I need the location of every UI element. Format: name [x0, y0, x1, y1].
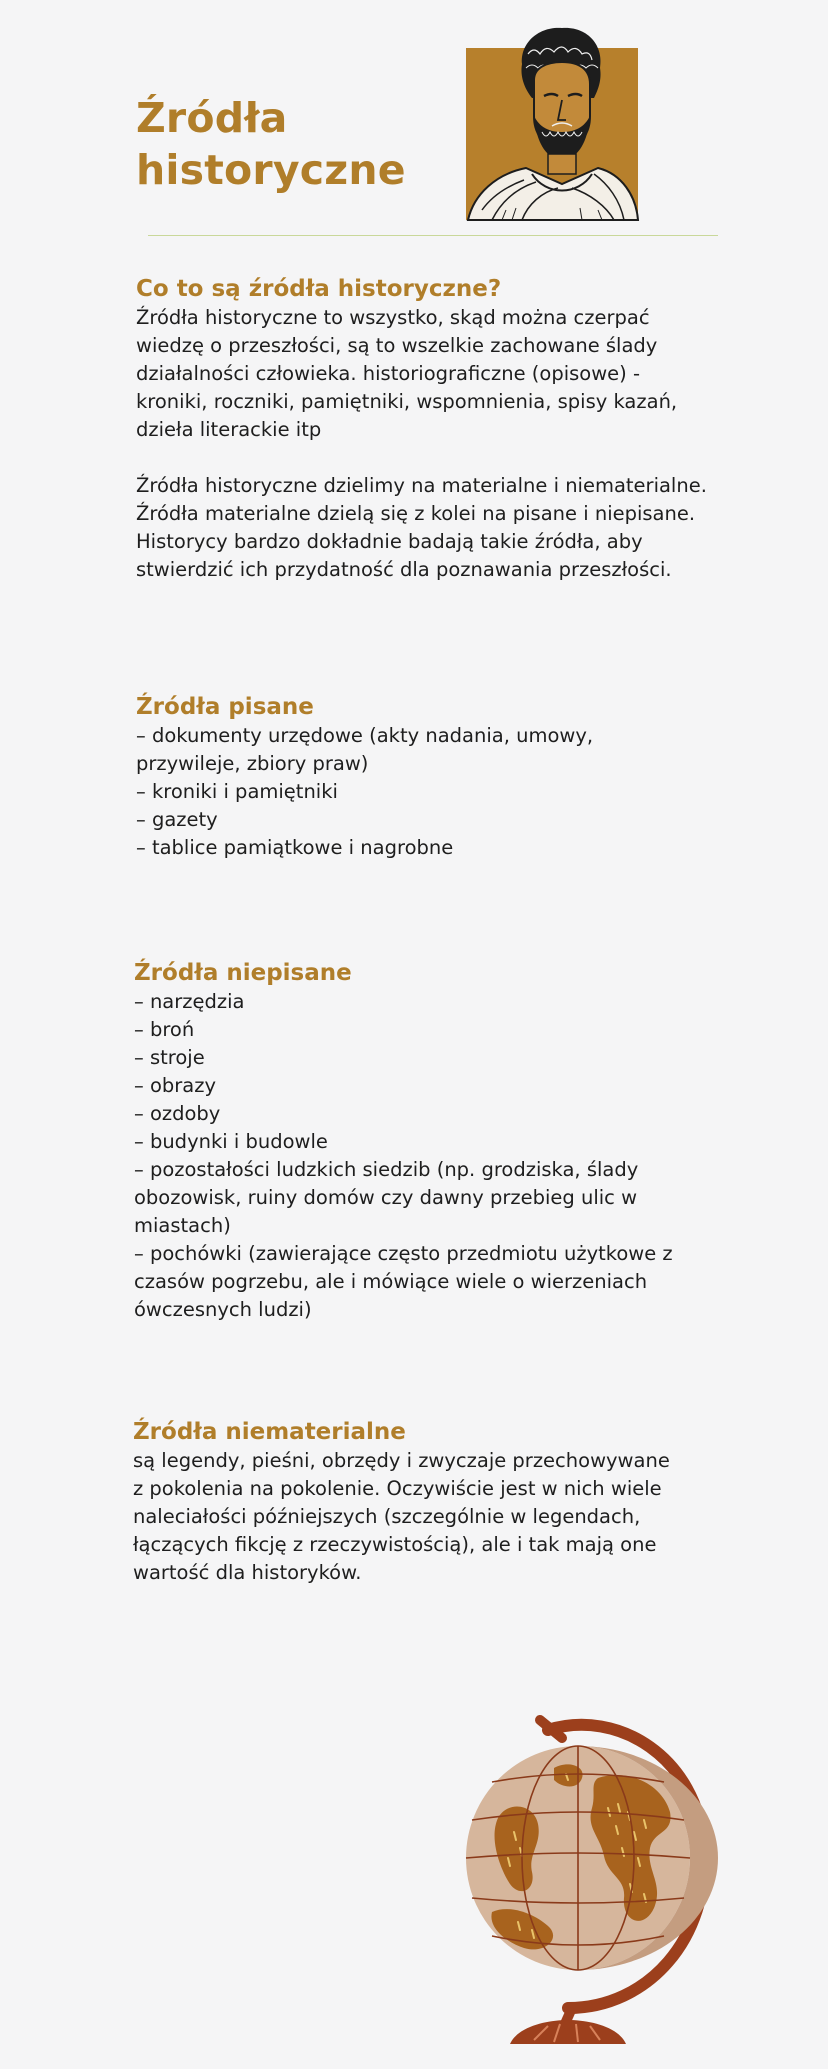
list-item: – pozostałości ludzkich siedzib (np. grodziska, ślady obozowisk, ruiny domów czy dawny przebieg ulic w miastach): [134, 1158, 639, 1237]
section-what-are-sources: [136, 274, 716, 584]
list-item: – broń: [134, 1018, 195, 1041]
section-heading: Źródła pisane: [136, 694, 314, 720]
list-item: – dokumenty urzędowe (akty nadania, umowy, przywileje, zbiory praw): [136, 724, 594, 775]
section-paragraph: Źródła historyczne dzielimy na materialne i niematerialne. Źródła materialne dzielą się z kolei na pisane i niepisane. Historycy bardzo dokładnie badają takie źródła, aby stwierdzić ich przydatność dla poznawania przeszłości.: [136, 474, 707, 581]
section-heading: Źródła niematerialne: [133, 1419, 406, 1445]
section-paragraph: Źródła historyczne to wszystko, skąd można czerpać wiedzę o przeszłości, są to wszelkie zachowane ślady działalności człowieka. historiograficzne (opisowe) - kroniki, roczniki, pamiętniki, wspomnienia, spisy kazań, dzieła literackie itp: [136, 306, 678, 441]
globe-icon: [458, 1708, 718, 2048]
list-item: – pochówki (zawierające często przedmiotu użytkowe z czasów pogrzebu, ale i mówiące wiele o wierzeniach ówczesnych ludzi): [134, 1242, 673, 1321]
section-unwritten-sources: [134, 958, 694, 1324]
section-intangible-sources: [133, 1417, 673, 1587]
title-line-2: historyczne: [136, 146, 406, 194]
list-item: – obrazy: [134, 1074, 216, 1097]
list-item: – budynki i budowle: [134, 1130, 328, 1153]
list-item: – ozdoby: [134, 1102, 221, 1125]
header-divider: [148, 235, 718, 236]
list-item: – tablice pamiątkowe i nagrobne: [136, 836, 454, 859]
title-line-1: Źródła: [136, 94, 288, 142]
list-item: – kroniki i pamiętniki: [136, 780, 338, 803]
list-item: – stroje: [134, 1046, 205, 1069]
page-title: [136, 92, 406, 196]
section-heading: Źródła niepisane: [134, 960, 352, 986]
section-written-sources: [136, 692, 676, 862]
section-paragraph: są legendy, pieśni, obrzędy i zwyczaje przechowywane z pokolenia na pokolenie. Oczywiście jest w nich wiele naleciałości późniejszych (szczególnie w legendach, łączących fikcję z rzeczywistością), ale i tak mają one wartość dla historyków.: [133, 1449, 670, 1584]
section-heading: Co to są źródła historyczne?: [136, 276, 502, 302]
list-item: – narzędzia: [134, 990, 245, 1013]
list-item: – gazety: [136, 808, 218, 831]
ancient-bust-icon: [462, 24, 642, 240]
